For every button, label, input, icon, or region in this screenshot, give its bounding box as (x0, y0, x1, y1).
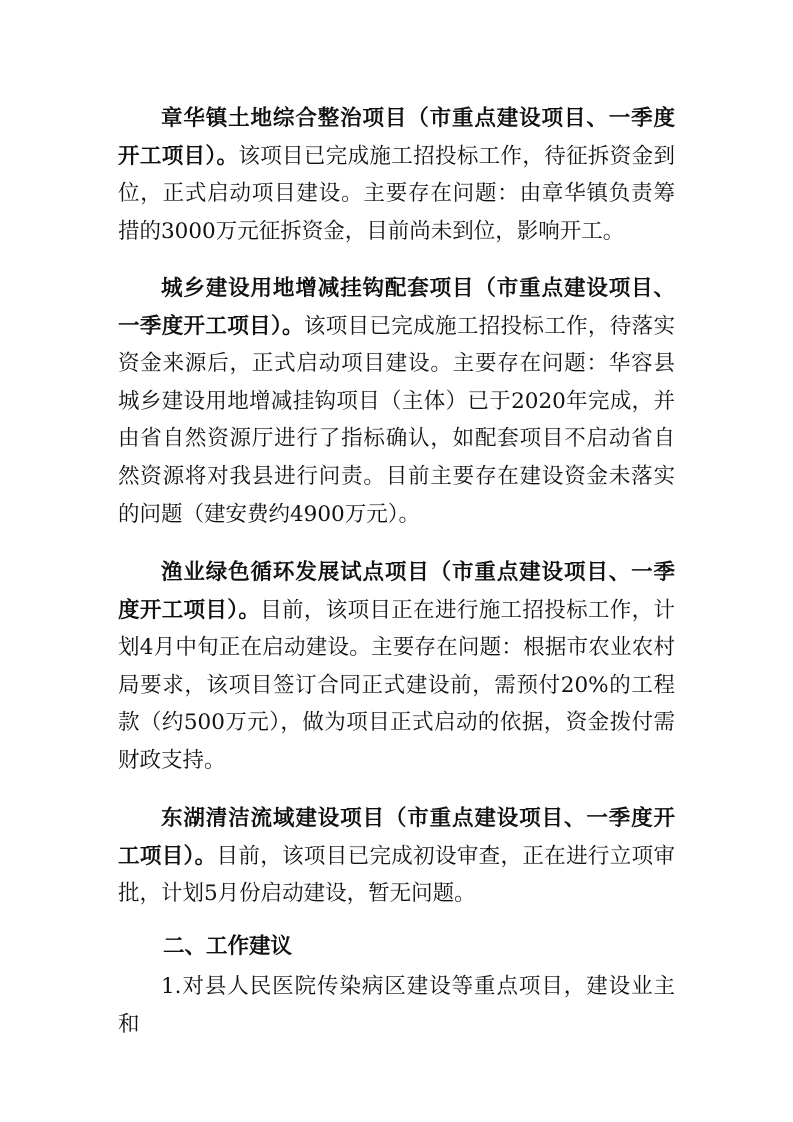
section-heading: 二、工作建议 (163, 934, 293, 959)
paragraph-donghu-project (118, 800, 675, 913)
paragraph-title: 章华镇土地综合整治项目（市重点建设项目、一季度开工项目）。 (118, 106, 675, 169)
paragraph-fishery-project (118, 554, 675, 780)
paragraph-body: 目前，该项目已完成初设审查，正在进行立项审批，计划5月份启动建设，暂无问题。 (118, 843, 675, 907)
paragraph-zhanghua-project (118, 100, 675, 250)
paragraph-recommendation-1: 1.对县人民医院传染病区建设等重点项目，建设业主和 (118, 974, 675, 1037)
paragraph-title: 城乡建设用地增减挂钩配套项目（市重点建设项目、一季度开工项目）。 (118, 276, 675, 339)
paragraph-body: 该项目已完成施工招投标工作，待征拆资金到位，正式启动项目建设。主要存在问题：由章华镇负责筹措的3000万元征拆资金，目前尚未到位，影响开工。 (118, 143, 675, 244)
paragraph-title: 东湖清洁流域建设项目（市重点建设项目、一季度开工项目）。 (118, 806, 675, 869)
paragraph-title: 渔业绿色循环发展试点项目（市重点建设项目、一季度开工项目）。 (118, 560, 675, 623)
paragraph-body: 该项目已完成施工招投标工作，待落实资金来源后，正式启动项目建设。主要存在问题：华容县城乡建设用地增减挂钩项目（主体）已于2020年完成，并由省自然资源厅进行了指标确认，如配套项目不启动省自然资源将对我县进行问责。目前主要存在建设资金未落实的问题（建安费约4900万元）。 (118, 313, 675, 527)
paragraph-urban-rural-land-project (118, 270, 675, 533)
paragraph-body: 目前，该项目正在进行施工招投标工作，计划4月中旬正在启动建设。主要存在问题：根据市农业农村局要求，该项目签订合同正式建设前，需预付20%的工程款（约500万元），做为项目正式启动的依据，资金拨付需财政支持。 (118, 597, 675, 773)
